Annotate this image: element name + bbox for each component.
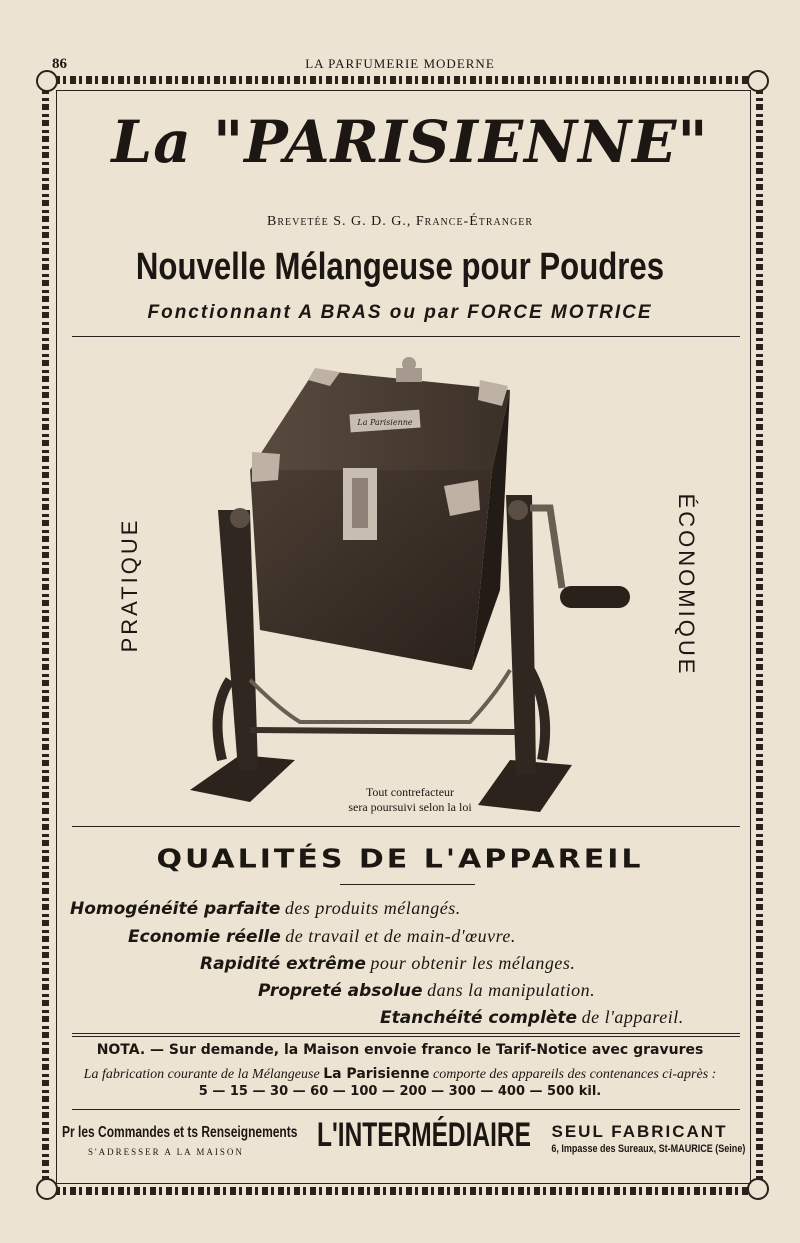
quality-item: Propreté absolue dans la manipulation.	[258, 980, 596, 1001]
caption-line-1: Tout contrefacteur	[365, 785, 455, 799]
short-divider	[340, 884, 475, 885]
subheadline: Fonctionnant A BRAS ou par FORCE MOTRICE	[147, 302, 653, 323]
quality-item: Etanchéité complète de l'appareil.	[380, 1007, 684, 1028]
box-plate-label: La Parisienne	[357, 418, 413, 427]
quality-item: Rapidité extrême pour obtenir les mélanges.	[200, 953, 576, 974]
side-label-left: PRATIQUE	[117, 517, 142, 653]
divider	[72, 336, 740, 337]
side-label-right: ÉCONOMIQUE	[674, 493, 699, 677]
corner-ornament	[36, 1178, 58, 1200]
caption-line-2: sera poursuivi selon la loi	[348, 800, 472, 814]
capacities-list: 5 — 15 — 30 — 60 — 100 — 200 — 300 — 400 — 500 kil.	[198, 1084, 602, 1099]
journal-title: LA PARFUMERIE MODERNE	[305, 56, 495, 71]
divider	[72, 1036, 740, 1037]
headline: Nouvelle Mélangeuse pour Poudres	[135, 246, 665, 288]
qualities-title: QUALITÉS DE L'APPAREIL	[156, 844, 644, 875]
brand-title: La "PARISIENNE"	[111, 108, 709, 176]
company-name: L'INTERMÉDIAIRE	[317, 1116, 531, 1154]
maker-label: SEUL FABRICANT	[551, 1122, 728, 1141]
orders-line: Pr les Commandes et ts Renseignements	[62, 1124, 298, 1141]
fabrication-line: La fabrication courante de la Mélangeuse La Parisienne comporte des appareils des contenances ci-après :	[83, 1066, 717, 1082]
corner-ornament	[747, 70, 769, 92]
quality-item: Homogénéité parfaite des produits mélangés.	[70, 898, 461, 919]
nota-text: NOTA. — Sur demande, la Maison envoie franco le Tarif-Notice avec gravures	[96, 1042, 704, 1058]
divider	[72, 826, 740, 827]
corner-ornament	[36, 70, 58, 92]
address-instruction: S'ADRESSER A LA MAISON	[88, 1147, 244, 1157]
divider	[72, 1109, 740, 1110]
company-address: 6, Impasse des Sureaux, St-MAURICE (Seine)	[551, 1143, 746, 1155]
divider	[72, 1033, 740, 1034]
page-number: 86	[52, 56, 67, 72]
patent-line: Brevetée S. G. D. G., France-Étranger	[266, 214, 533, 229]
mixer-illustration	[180, 350, 640, 815]
quality-item: Economie réelle de travail et de main-d'œuvre.	[128, 926, 516, 947]
